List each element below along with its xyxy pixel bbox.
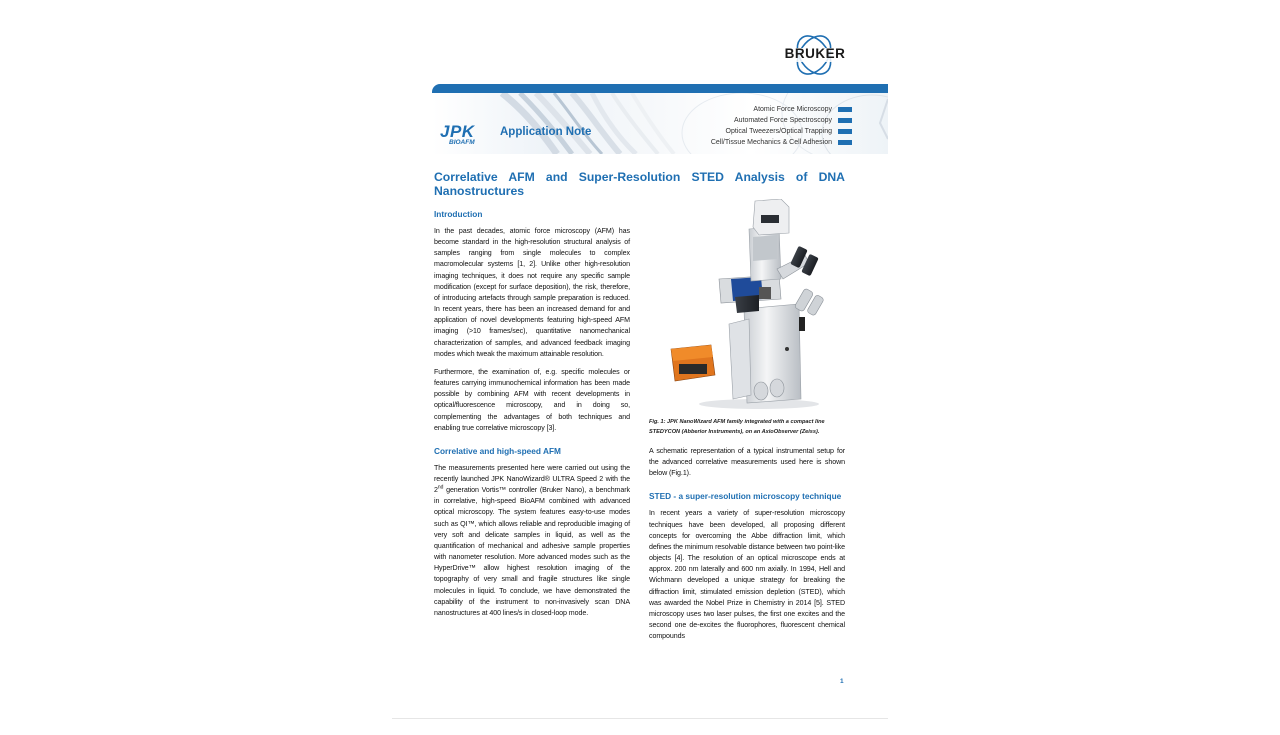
superscript: nd (437, 484, 444, 491)
bullet-square-icon (838, 107, 852, 112)
left-column (434, 209, 630, 626)
correlative-text-part: generation Vortis™ controller (Bruker Nano), a benchmark in correlative, high-speed BioAFM combined with advanced optical microscopy. The system features easy-to-use modes such as QI™, which allows reliable and reproducible imaging of very soft and delicate samples in liquid, as well as the quantification of mechanical and adhesive sample properties with nanometer resolution. More advanced modes such as the HyperDrive™ allow highest resolution imaging of the topography of very small and fragile structures like single molecules in liquid. To conclude, we have demonstrated the capability of the instrument to non-invasively scan DNA nanostructures at 400 lines/s in closed-loop mode. (434, 486, 630, 617)
technique-item (711, 104, 852, 115)
document-title: Correlative AFM and Super-Resolution STED Analysis of DNA Nanostructures (434, 170, 845, 198)
page-number: 1 (840, 678, 844, 685)
jpk-wordmark: JPK (440, 122, 475, 141)
bioafm-wordmark: BIOAFM (449, 139, 475, 146)
correlative-paragraph (434, 463, 630, 619)
schematic-paragraph: A schematic representation of a typical instrumental setup for the advanced correlative measurements used here is shown below (Fig.1). (649, 447, 845, 478)
bullet-square-icon (838, 129, 852, 134)
figure-caption: Fig. 1: JPK NanoWizard AFM family integrated with a compact line STEDYCON (Abberior Instruments), on an AxioObserver (Zeiss). (649, 419, 825, 435)
sted-paragraph: In recent years a variety of super-resolution microscopy techniques have been developed, all proposing different concepts for overcoming the Abbe diffraction limit, which defines the minimum resolvable distance between two point-like objects [4]. The resolution of an optical microscope ends at approx. 200 nm laterally and 600 nm axially. In 1994, Hell and Wichmann developed a unique strategy for breaking the diffraction limit, stimulated emission depletion (STED), which was awarded the Nobel Prize in Chemistry in 2014 [5]. STED microscopy uses two laser pulses, the first one excites and the second one de-excites the fluorophores, fluorescent chemical compounds (649, 509, 845, 641)
technique-list (711, 104, 852, 148)
bruker-wordmark: BRUKER (784, 46, 846, 61)
document-page (392, 14, 888, 719)
application-note-label: Application Note (500, 126, 592, 138)
technique-label: Automated Force Spectroscopy (733, 117, 832, 124)
bullet-square-icon (838, 140, 852, 145)
banner-stripe (432, 84, 888, 93)
jpk-logo (440, 124, 475, 147)
technique-item (711, 115, 852, 126)
technique-item (711, 137, 852, 148)
introduction-paragraph-2: Furthermore, the examination of, e.g. specific molecules or features carrying immunochemical information has been made possible by combining AFM with recent developments in optical/fluorescence microscopy, and in doing so, complementing the advantages of both techniques and enabling true correlative microscopy [3]. (434, 367, 630, 432)
technique-label: Optical Tweezers/Optical Trapping (725, 128, 832, 135)
microscope-figure (649, 199, 849, 411)
bruker-logo (774, 32, 854, 78)
header-banner (432, 84, 888, 154)
sted-heading: STED - a super-resolution microscopy technique (649, 491, 842, 502)
introduction-heading: Introduction (434, 209, 483, 219)
bullet-square-icon (838, 118, 852, 123)
correlative-heading: Correlative and high-speed AFM (434, 445, 561, 456)
correlative-text-part: The measurements presented here were carried out using the recently launched JPK NanoWizard® ULTRA Speed 2 with the 2 (434, 463, 630, 495)
introduction-paragraph-1: In the past decades, atomic force microscopy (AFM) has become standard in the high-resolution structural analysis of samples ranging from single molecules to complex macromolecular systems [1, 2]. Unlike other high-resolution imaging techniques, it does not require any specific sample modification (except for surface deposition), the risk, therefore, of introducing artefacts through sample preparation is reduced. In recent years, there has been an increased demand for and application of novel developments featuring high-speed AFM imaging (>10 frames/sec), quantitative nanomechanical characterization of samples, and advanced feedback imaging modes which tweak the maximum attainable resolution. (434, 227, 630, 358)
technique-label: Cell/Tissue Mechanics & Cell Adhesion (710, 139, 832, 146)
technique-item (711, 126, 852, 137)
technique-label: Atomic Force Microscopy (753, 106, 832, 113)
right-column (649, 428, 845, 649)
